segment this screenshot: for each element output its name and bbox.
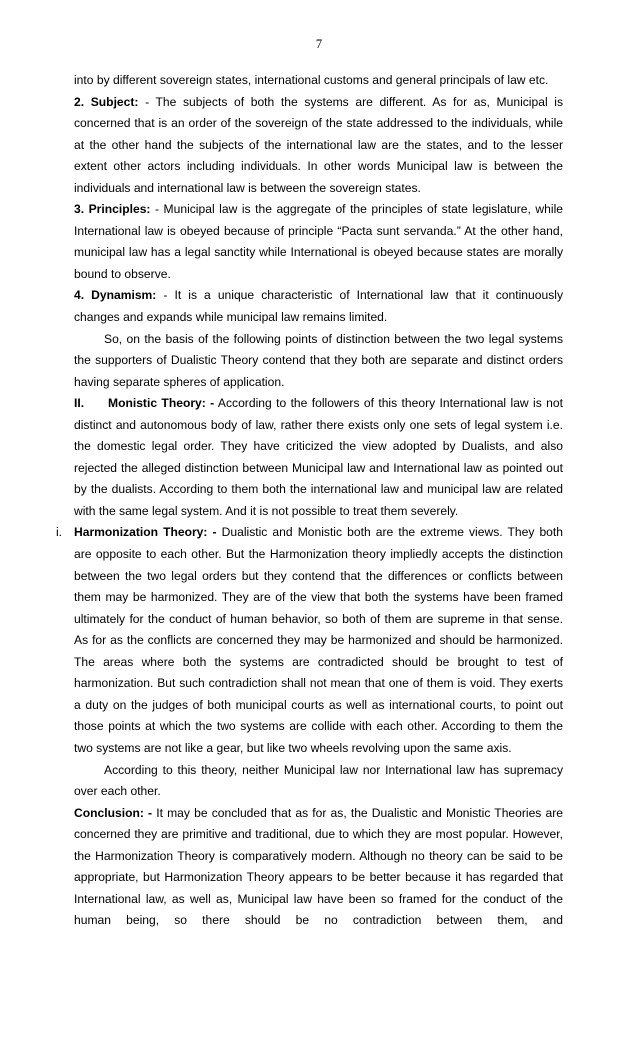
paragraph-subject bbox=[74, 92, 563, 200]
paragraph-sources-continued bbox=[74, 70, 563, 92]
heading-principles: 3. Principles: bbox=[74, 202, 151, 217]
document-body bbox=[56, 70, 563, 932]
paragraph-dynamism bbox=[74, 285, 563, 328]
heading-harmonization-theory: Harmonization Theory: - bbox=[74, 525, 217, 540]
paragraph-text: According to this theory, neither Municipal law nor International law has supremacy over each other. bbox=[74, 762, 563, 799]
paragraph-text: into by different sovereign states, international customs and general principals of law etc. bbox=[74, 73, 549, 87]
paragraph-text: - Municipal law is the aggregate of the principles of state legislature, while International law is obeyed because of principle “Pacta sunt servanda.” At the other hand, municipal law has a legal sanctity while International is obeyed because states are morally bound to observe. bbox=[74, 202, 563, 281]
paragraph-monistic-theory bbox=[74, 393, 563, 522]
paragraph-harmonization-theory bbox=[56, 522, 563, 759]
paragraph-principles bbox=[74, 199, 563, 285]
section-numeral: i. bbox=[56, 525, 63, 540]
heading-subject: 2. Subject: bbox=[74, 94, 139, 109]
paragraph-text: According to the followers of this theory International law is not distinct and autonomous body of law, rather there exists only one sets of legal system i.e. the domestic legal order. They have criticized the view adopted by Dualists, and also rejected the alleged distinction between Municipal law and International law as pointed out by the dualists. According to them both the international law and municipal law are related with the same legal system. And it is not possible to treat them severely. bbox=[74, 396, 563, 518]
section-numeral: II. bbox=[74, 396, 85, 411]
paragraph-text: - It is a unique characteristic of International law that it continuously changes and expands while municipal law remains limited. bbox=[74, 288, 563, 325]
paragraph-dualistic-summary bbox=[74, 329, 563, 394]
paragraph-conclusion bbox=[74, 803, 563, 932]
paragraph-text: Dualistic and Monistic both are the extreme views. They both are opposite to each other. But the Harmonization theory impliedly accepts the distinction between the two legal orders but they contend that the differences or conflicts between them may be harmonized. They are of the view that both the systems have been framed ultimately for the conduct of human behavior, so both of them are supreme in that sense. As for as the conflicts are concerned they may be harmonized and should be harmonized. The areas where both the systems are contradicted should be brought to test of harmonization. But such contradiction shall not mean that one of them is void. They exerts a duty on the judges of both municipal courts as well as international courts, to point out those points at which the two systems are collide with each other. According to them the two systems are not like a gear, but like two wheels revolving upon the same axis. bbox=[74, 525, 563, 755]
heading-conclusion: Conclusion: - bbox=[74, 805, 153, 820]
page-number: 7 bbox=[315, 37, 323, 51]
paragraph-text: It may be concluded that as for as, the Dualistic and Monistic Theories are concerned they are primitive and traditional, due to which they are most popular. However, the Harmonization Theory is comparatively modern. Although no theory can be said to be appropriate, but Harmonization Theory appears to be better because it has regarded that International law, as well as, Municipal law have been so framed for the conduct of the human being, so there should be no contradiction between them, and bbox=[74, 805, 563, 928]
paragraph-supremacy bbox=[74, 760, 563, 803]
heading-dynamism: 4. Dynamism: bbox=[74, 288, 157, 303]
paragraph-text: So, on the basis of the following points of distinction between the two legal systems the supporters of Dualistic Theory contend that they both are separate and distinct orders having separate spheres of application. bbox=[74, 331, 563, 389]
heading-monistic-theory: Monistic Theory: - bbox=[108, 396, 215, 411]
paragraph-text: - The subjects of both the systems are different. As for as, Municipal is concerned that is an order of the sovereign of the state addressed to the individuals, while at the other hand the subjects of the international law are the states, and to the lesser extent other actors including individuals. In other words Municipal law is between the individuals and international law is between the sovereign states. bbox=[74, 94, 563, 195]
